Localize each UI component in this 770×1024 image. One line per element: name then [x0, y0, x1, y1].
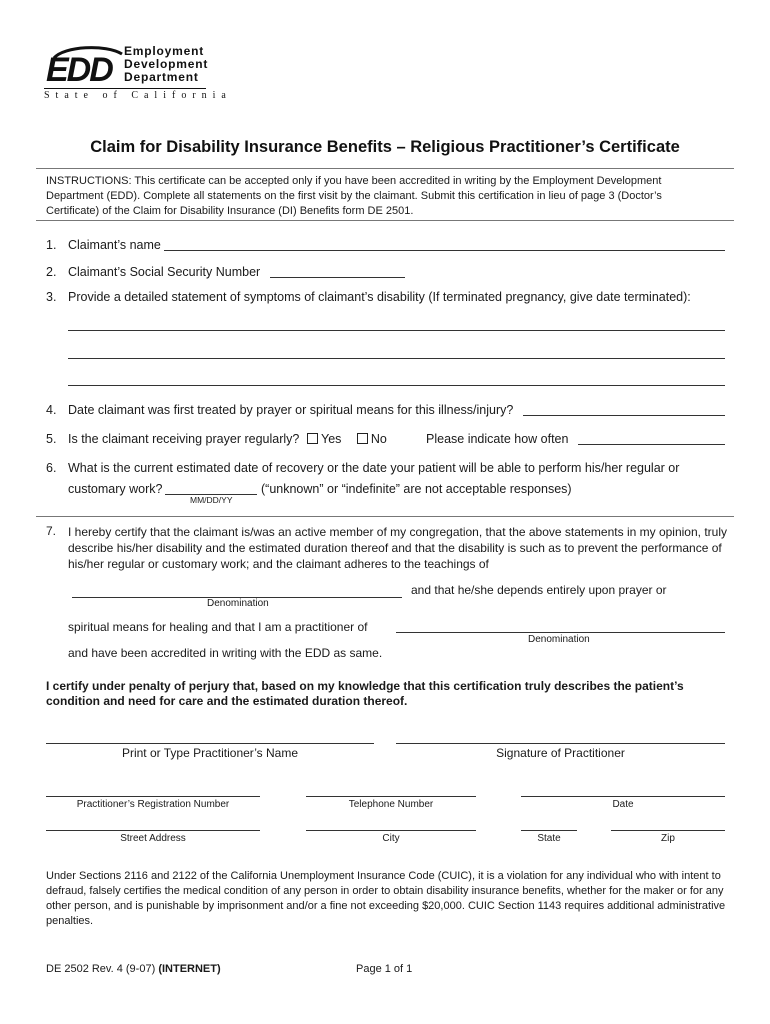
q5-label: Is the claimant receiving prayer regularly?	[68, 432, 300, 446]
first-treated-date-field[interactable]	[523, 415, 725, 416]
accredited-text: and have been accredited in writing with the EDD as same.	[68, 646, 383, 660]
q4-number: 4.	[46, 403, 57, 417]
q2-number: 2.	[46, 265, 57, 279]
q5-options	[305, 432, 387, 446]
ssn-field[interactable]	[270, 277, 405, 278]
signature-field[interactable]	[396, 743, 725, 744]
yes-checkbox[interactable]	[307, 433, 318, 444]
yes-label: Yes	[321, 432, 342, 446]
symptoms-line-1[interactable]	[68, 330, 725, 331]
logo-divider	[44, 88, 206, 89]
q6-note: (“unknown” or “indefinite” are not acceptable responses)	[261, 482, 572, 496]
perjury-certification: I certify under penalty of perjury that, based on my knowledge that this certification truly describes the patient’s condition and need for care and the estimated duration thereof.	[46, 679, 684, 708]
q2-label: Claimant’s Social Security Number	[68, 265, 261, 279]
logo-state: State of California	[44, 90, 232, 101]
city-field[interactable]	[306, 830, 476, 831]
telephone-label: Telephone Number	[348, 799, 434, 810]
denomination-label-1: Denomination	[207, 598, 269, 609]
logo-line3: Department	[124, 70, 199, 84]
city-label: City	[382, 833, 400, 844]
practitioner-name-field[interactable]	[46, 743, 374, 744]
signature-label: Signature of Practitioner	[496, 746, 625, 760]
no-label: No	[370, 432, 387, 446]
street-label: Street Address	[120, 833, 186, 844]
logo-abbr: EDD	[46, 51, 112, 89]
no-checkbox[interactable]	[357, 433, 368, 444]
how-often-field[interactable]	[578, 444, 725, 445]
date-field[interactable]	[521, 796, 725, 797]
legal-notice: Under Sections 2116 and 2122 of the California Unemployment Insurance Code (CUIC), it is a violation for any individual who with intent to defraud, falsely certifies the medical condition of any person in order to obtain disability insurance benefits, whether for the maker or for any other person, and is punishable by imprisonment and/or a fine not exceeding $20,000. CUIC Section 1143 requires additional administrative penalties.	[46, 870, 726, 927]
zip-label: Zip	[661, 833, 675, 844]
zip-field[interactable]	[611, 830, 725, 831]
logo-line1: Employment	[124, 44, 205, 58]
q4-label: Date claimant was first treated by prayer or spiritual means for this illness/injury?	[68, 403, 514, 417]
instructions: INSTRUCTIONS: This certificate can be accepted only if you have been accredited in writing by the Employment Development Department (EDD). Complete all statements on the first visit by the claimant. Submit this certification in lieu of page 3 (Doctor’s Certificate) of the Claim for Disability Insurance (DI) Benefits form DE 2501.	[46, 175, 662, 217]
depends-text: and that he/she depends entirely upon prayer or	[411, 583, 667, 597]
telephone-field[interactable]	[306, 796, 476, 797]
state-label: State	[537, 833, 561, 844]
q7-statement: I hereby certify that the claimant is/was an active member of my congregation, that the above statements in my opinion, truly describe his/her disability and the estimated duration thereof and that the disability is such as to prevent the performance of his/her regular or customary work; and the claimant adheres to the teachings of	[68, 525, 727, 571]
registration-label: Practitioner’s Registration Number	[76, 799, 230, 810]
logo-line2: Development	[124, 57, 209, 71]
print-name-label: Print or Type Practitioner’s Name	[121, 746, 299, 760]
denomination-label-2: Denomination	[528, 634, 590, 645]
q7-number: 7.	[46, 524, 57, 538]
divider	[36, 516, 734, 517]
form-id	[46, 963, 221, 975]
denomination-field-2[interactable]	[396, 632, 725, 633]
divider	[36, 168, 734, 169]
registration-number-field[interactable]	[46, 796, 260, 797]
internet-tag: (INTERNET)	[158, 963, 221, 975]
date-label: Date	[612, 799, 634, 810]
q3-number: 3.	[46, 290, 57, 304]
q6-number: 6.	[46, 461, 57, 475]
q5-number: 5.	[46, 432, 57, 446]
date-format-hint: MM/DD/YY	[190, 495, 233, 505]
form-number: DE 2502 Rev. 4 (9-07)	[46, 963, 156, 975]
symptoms-line-3[interactable]	[68, 385, 725, 386]
q1-label: Claimant’s name	[68, 238, 161, 252]
street-address-field[interactable]	[46, 830, 260, 831]
q6-label-cont: customary work?	[68, 482, 163, 496]
divider	[36, 220, 734, 221]
q6-label: What is the current estimated date of recovery or the date your patient will be able to perform his/her regular or	[68, 461, 680, 475]
state-field[interactable]	[521, 830, 577, 831]
how-often-label: Please indicate how often	[426, 432, 569, 446]
claimant-name-field[interactable]	[164, 250, 725, 251]
page-number: Page 1 of 1	[356, 963, 413, 975]
page-title: Claim for Disability Insurance Benefits – Religious Practitioner’s Certificate	[90, 138, 680, 156]
q1-number: 1.	[46, 238, 57, 252]
q3-label: Provide a detailed statement of symptoms of claimant’s disability (If terminated pregnancy, give date terminated):	[68, 290, 691, 304]
spiritual-text: spiritual means for healing and that I am a practitioner of	[68, 620, 368, 634]
symptoms-line-2[interactable]	[68, 358, 725, 359]
